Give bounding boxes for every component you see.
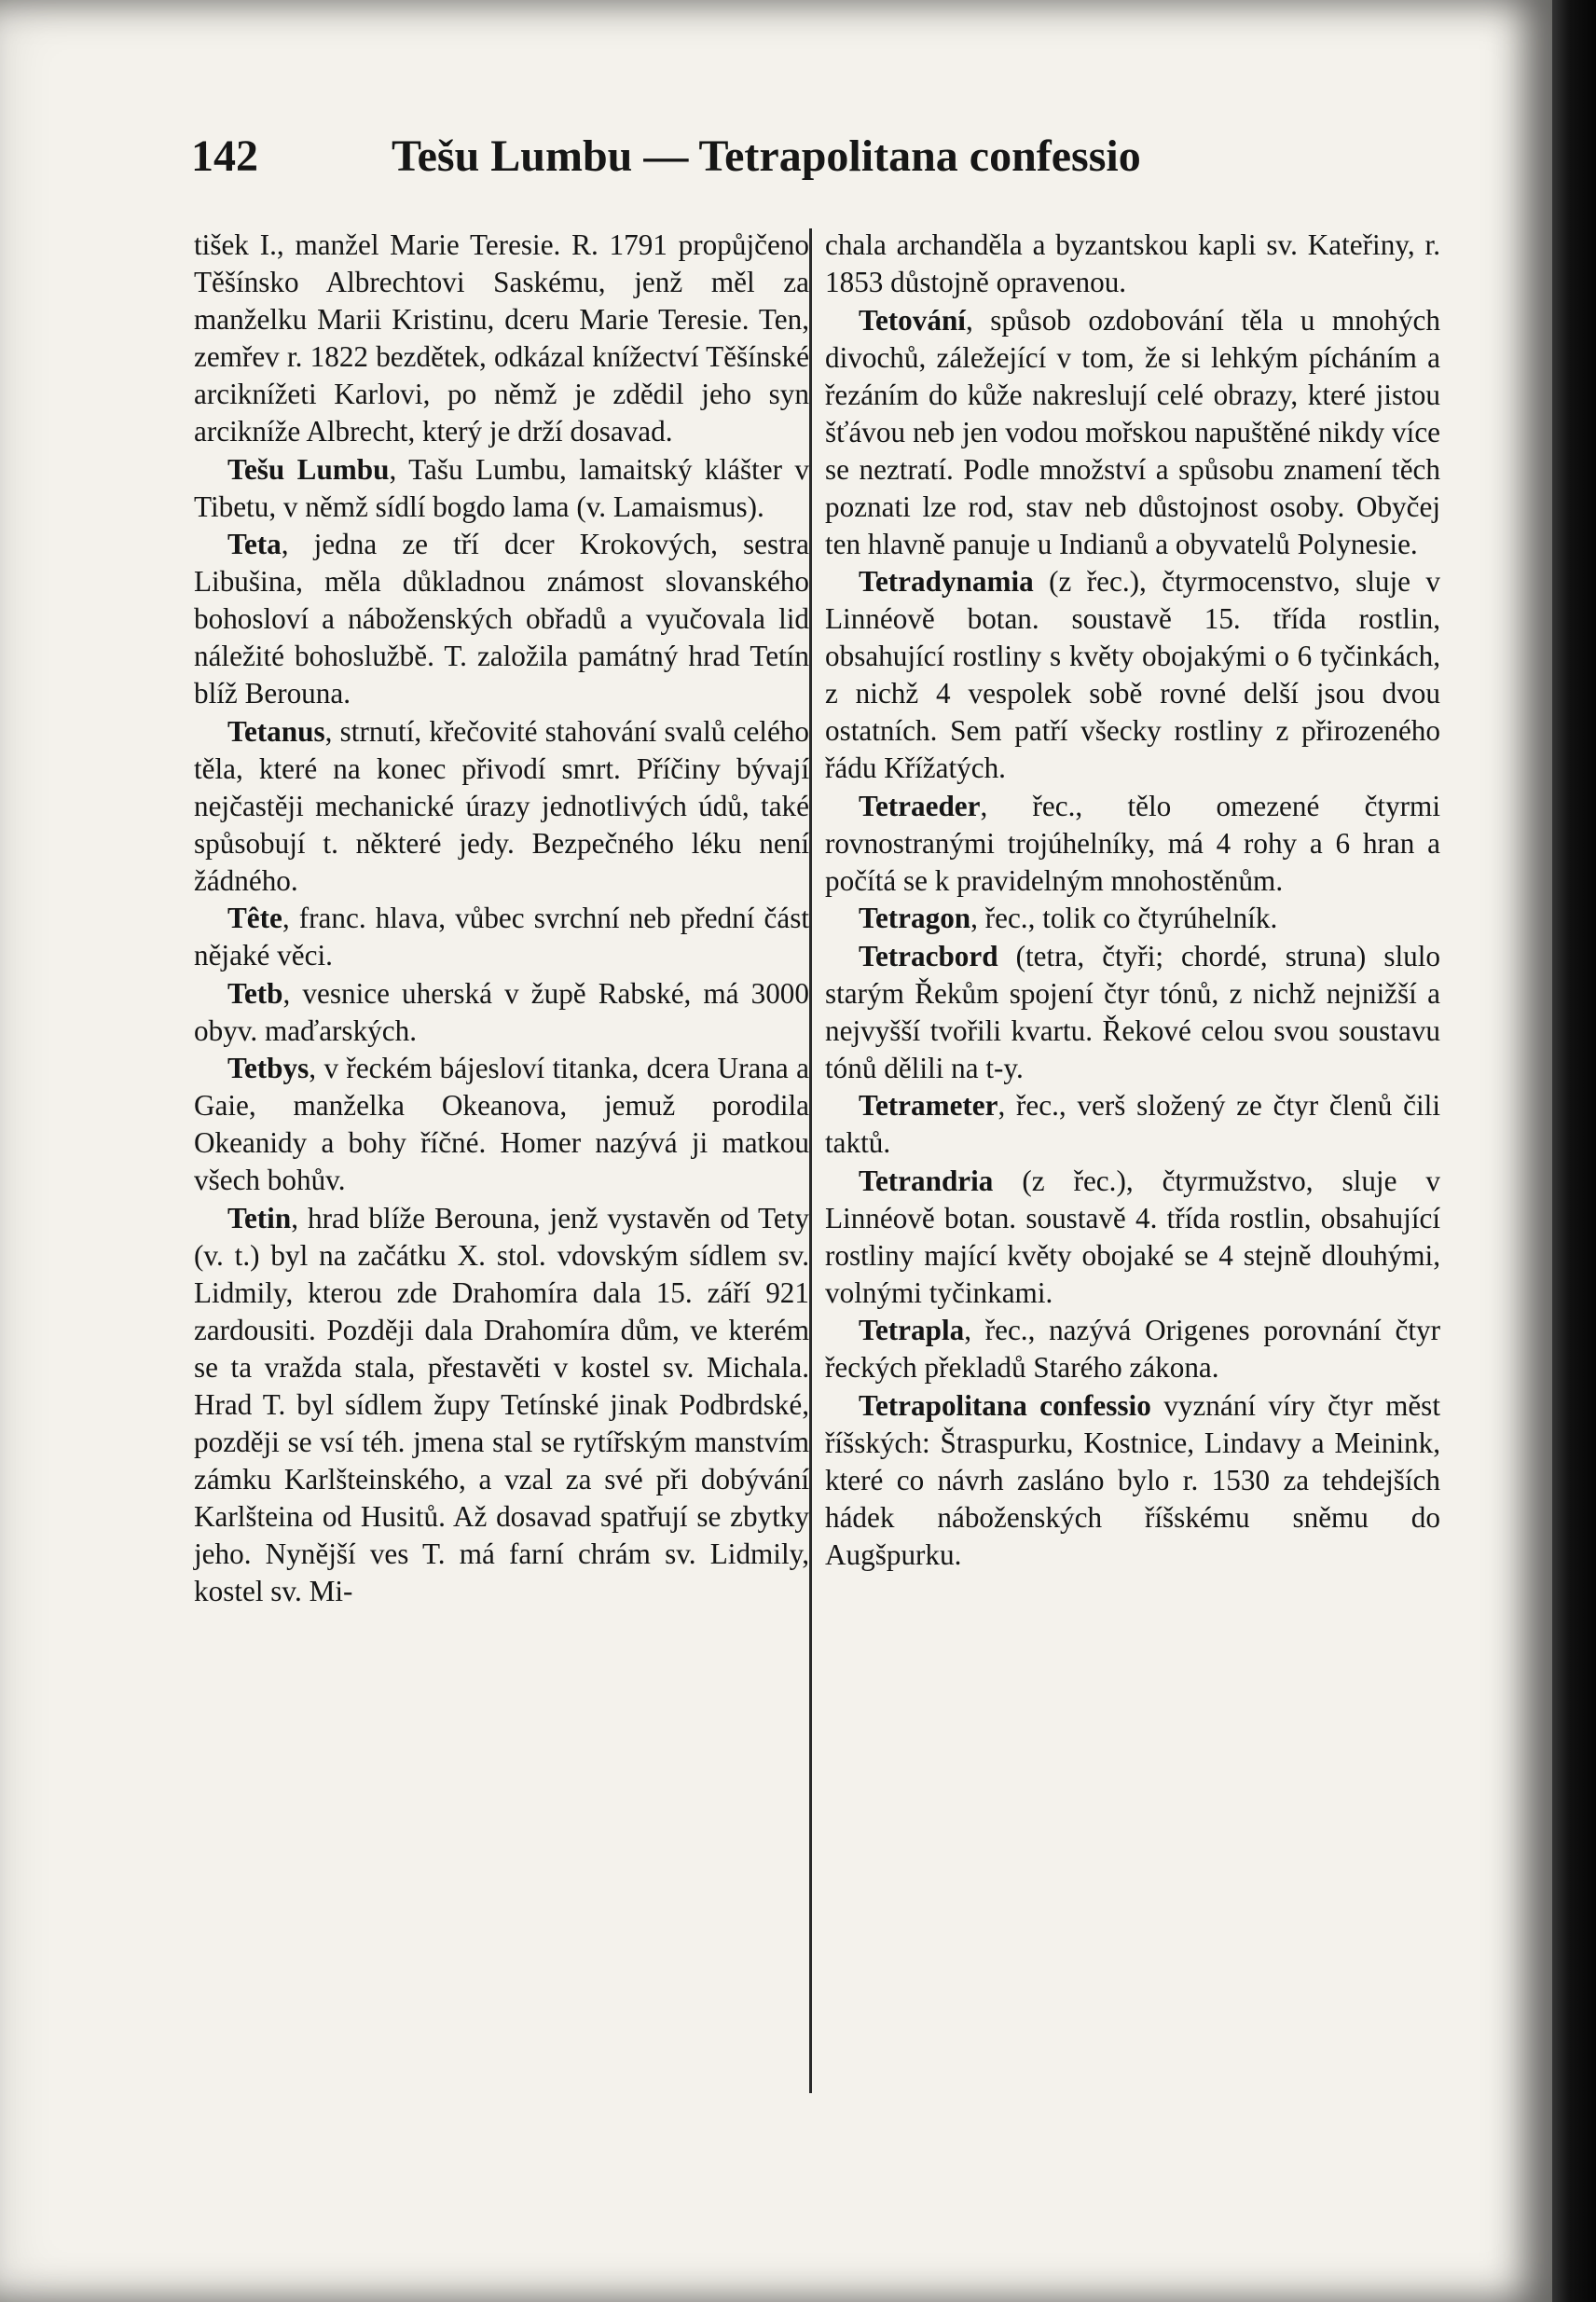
column-divider xyxy=(809,228,812,2093)
entry xyxy=(825,900,1440,937)
entry-headword: Tetradynamia xyxy=(859,565,1034,598)
entry-text: , vesnice uherská v župě Rabské, má 3000 obyv. maďarských. xyxy=(194,976,809,1047)
entry-headword: Tetanus xyxy=(227,714,325,748)
entry-text: , řec., verš složený ze čtyr členů čili taktů. xyxy=(825,1089,1440,1159)
entry-headword: Tête xyxy=(227,902,282,934)
entry-continuation xyxy=(194,227,809,450)
entry-text: chala archanděla a byzantskou kapli sv. Kateřiny, r. 1853 důstojně opravenou. xyxy=(825,228,1440,298)
entry xyxy=(194,975,809,1050)
entry-headword: Tetování xyxy=(859,303,966,337)
entry-text: vyznání víry čtyr měst říšských: Štraspurku, Kostnice, Lindavy a Meinink, které co návrh zasláno bylo r. 1530 za tehdejších hádek náboženských říšskému sněmu do Augšpurku. xyxy=(825,1388,1440,1571)
entry-text: , franc. hlava, vůbec svrchní neb přední část nějaké věci. xyxy=(194,902,809,972)
entry xyxy=(825,1312,1440,1386)
entry-text: , řec., nazývá Origenes porovnání čtyr řeckých překladů Starého zákona. xyxy=(825,1314,1440,1384)
entry-text: , spůsob ozdobování těla u mnohých divochů, záležející v tom, že si lehkým pícháním a řezáním do kůže nakreslují celé obrazy, které jistou šťávou neb jen vodou mořskou napuštěné nikdy více se neztratí. Podle množství a spůsobu znamení těch poznati lze rod, stav neb důstojnost osoby. Obyčej ten hlavně panuje u Indianů a obyvatelů Polynesie. xyxy=(825,303,1440,560)
entry-text: , strnutí, křečovité stahování svalů celého těla, které na konec přivodí smrt. Příčiny bývají nejčastěji mechanické úrazy jednotlivých údů, také spůsobují t. některé jedy. Bezpečného léku není žádného. xyxy=(194,714,809,897)
entry-text: , řec., tělo omezené čtyrmi rovnostranými trojúhelníky, má 4 rohy a 6 hran a počítá se k pravidelným mnohostěnům. xyxy=(825,789,1440,897)
entry xyxy=(825,1087,1440,1162)
entry xyxy=(825,563,1440,787)
entry-headword: Tetracbord xyxy=(859,939,998,972)
left-column xyxy=(194,227,809,1610)
entry xyxy=(825,788,1440,900)
entry-text: , hrad blíže Berouna, jenž vystavěn od Tety (v. t.) byl na začátku X. stol. vdovským sídlem sv. Lidmily, kterou zde Drahomíra dala 15. září 921 zardousiti. Později dala Drahomíra dům, ve kterém se ta vražda stala, přestavěti v kostel sv. Michala. Hrad T. byl sídlem župy Tetínské jinak Podbrdské, později se vsí téh. jmena stal se rytířským manstvím zámku Karlšteinského, a vzal za své při dobývání Karlšteina od Husitů. Až dosavad spatřují se zbytky jeho. Nynější ves T. má farní chrám sv. Lidmily, kostel sv. Mi- xyxy=(194,1201,809,1607)
entry-headword: Tetragon xyxy=(859,902,971,934)
entry-headword: Tetrapolitana confessio xyxy=(859,1388,1151,1422)
entry-text: (z řec.), čtyrmocenstvo, sluje v Linnéově botan. soustavě 15. třída rostlin, obsahující rostliny s květy obojakými o 6 tyčinkách, z nichž 4 vespolek sobě rovné delší jsou dvou ostatních. Sem patří všecky rostliny z přirozeného řádu Křížatých. xyxy=(825,565,1440,784)
entry-text: , v řeckém bájesloví titanka, dcera Urana a Gaie, manželka Okeanova, jemuž porodila Okeanidy a bohy říčné. Homer nazývá ji matkou všech bohův. xyxy=(194,1052,809,1196)
page-header xyxy=(191,131,1226,186)
page-number: 142 xyxy=(191,131,258,181)
entry xyxy=(194,1200,809,1610)
entry-headword: Tetraeder xyxy=(859,789,981,822)
book-spine-shadow xyxy=(1552,0,1596,2302)
right-column xyxy=(825,227,1440,1574)
entry-headword: Tešu Lumbu xyxy=(227,452,390,486)
entry-text: , řec., tolik co čtyrúhelník. xyxy=(970,902,1278,934)
entry xyxy=(825,1163,1440,1312)
entry-text: (tetra, čtyři; chordé, struna) slulo starým Řekům spojení čtyr tónů, z nichž nejnižší a nejvyšší tvořili kvartu. Řekové celou svou soustavu tónů dělili na t-y. xyxy=(825,939,1440,1084)
entry-continuation xyxy=(825,227,1440,301)
entry-text: tišek I., manžel Marie Teresie. R. 1791 propůjčeno Těšínsko Albrechtovi Saskému, jenž měl za manželku Marii Kristinu, dceru Marie Teresie. Ten, zemřev r. 1822 bezdětek, odkázal knížectví Těšínské arciknížeti Karlovi, po němž je zdědil jeho syn arcikníže Albrecht, který je drží dosavad. xyxy=(194,228,809,448)
entry-headword: Tetrapla xyxy=(859,1314,965,1346)
running-title: Tešu Lumbu — Tetrapolitana confessio xyxy=(392,131,1141,181)
entry xyxy=(194,713,809,900)
entry-text: , Tašu Lumbu, lamaitský klášter v Tibetu, v němž sídlí bogdo lama (v. Lamaismus). xyxy=(194,452,809,523)
entry-headword: Tetin xyxy=(227,1201,292,1234)
entry-headword: Tetbys xyxy=(227,1052,310,1084)
entry xyxy=(825,1387,1440,1574)
entry-text: , jedna ze tří dcer Krokových, sestra Libušina, měla důkladnou známost slovanského bohosloví a náboženských obřadů a vyučovala lid náležité bohoslužbě. T. založila památný hrad Tetín blíž Berouna. xyxy=(194,528,809,710)
entry-headword: Teta xyxy=(227,528,282,560)
entry xyxy=(825,938,1440,1087)
entry xyxy=(194,526,809,712)
entry-headword: Tetrameter xyxy=(859,1089,998,1122)
entry xyxy=(194,1050,809,1199)
entry-text: (z řec.), čtyrmužstvo, sluje v Linnéově botan. soustavě 4. třída rostlin, obsahující rostliny mající květy obojaké se 4 stejně dlouhými, volnými tyčinkami. xyxy=(825,1164,1440,1309)
entry xyxy=(825,302,1440,563)
entry-headword: Tetb xyxy=(227,976,283,1010)
entry xyxy=(194,451,809,526)
entry xyxy=(194,900,809,974)
entry-headword: Tetrandria xyxy=(859,1164,994,1197)
